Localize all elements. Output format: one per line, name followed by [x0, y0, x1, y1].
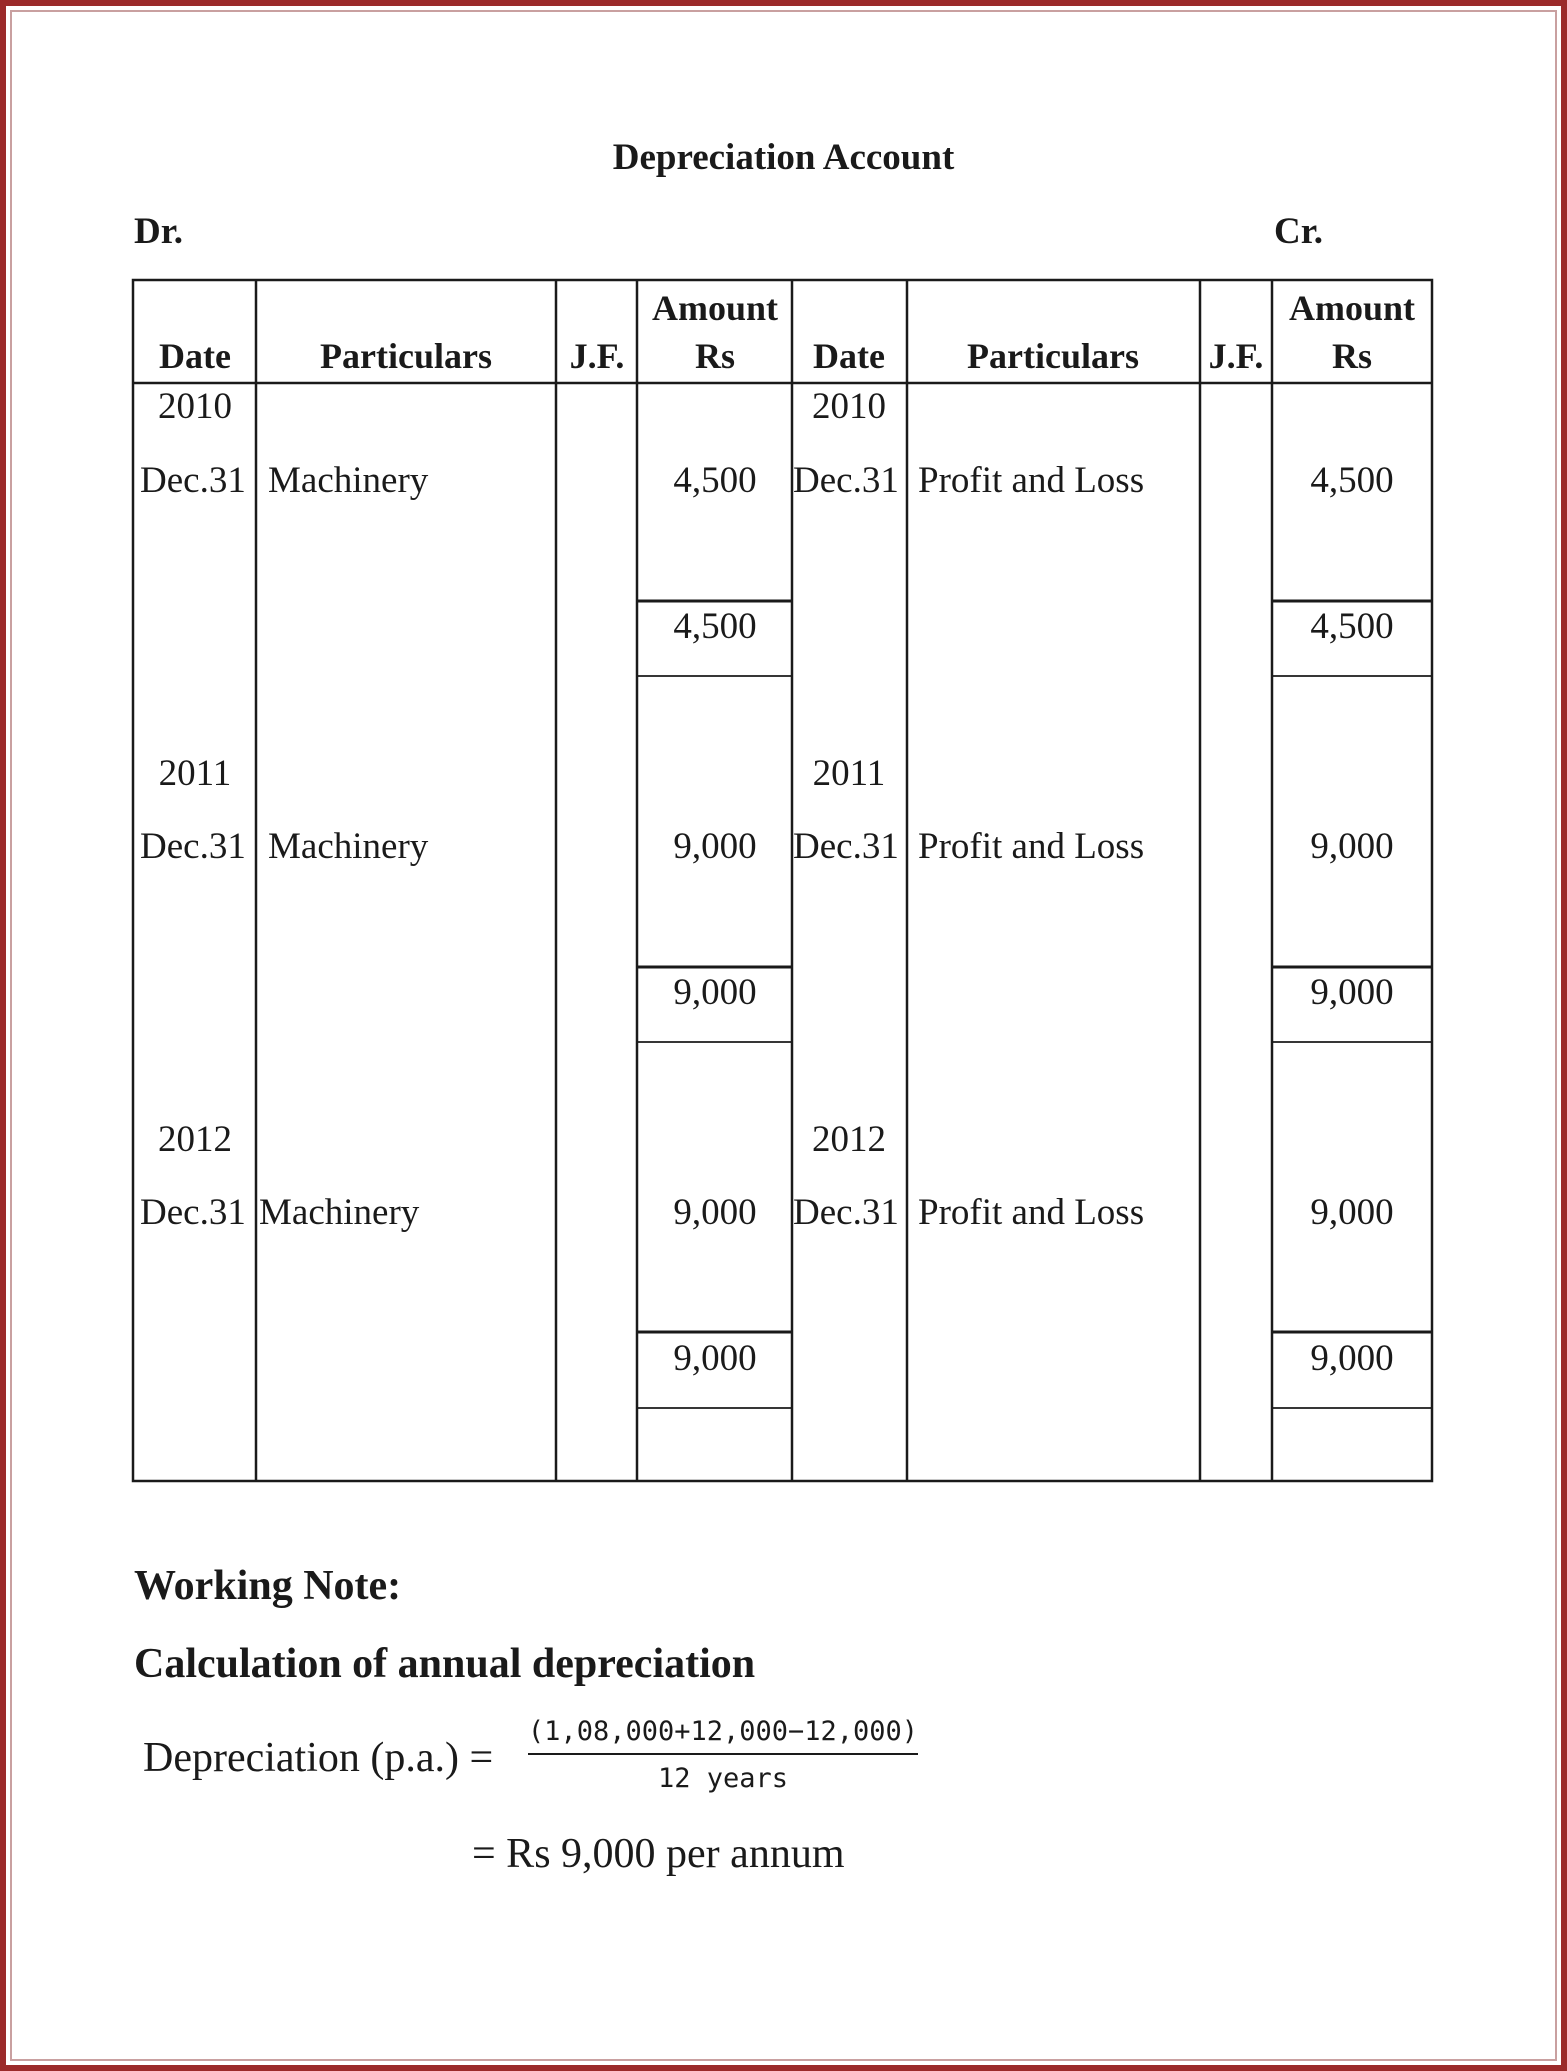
credit-entries: [793, 386, 1394, 1379]
working-note-subheading: Calculation of annual depreciation: [134, 1641, 756, 1687]
debit-entries: [140, 386, 757, 1379]
header-date-cr: Date: [813, 336, 885, 376]
credit-side-label: Cr.: [1274, 211, 1323, 252]
debit-date: Dec.31: [140, 1192, 246, 1233]
debit-year: 2010: [158, 386, 232, 427]
credit-particulars: Profit and Loss: [918, 460, 1145, 501]
ledger-headers: [159, 288, 1415, 376]
credit-particulars: Profit and Loss: [918, 1192, 1145, 1233]
debit-amount: 9,000: [673, 826, 757, 867]
formula-label: Depreciation (p.a.) =: [143, 1735, 494, 1781]
debit-particulars: Machinery: [259, 1192, 420, 1233]
debit-date: Dec.31: [140, 826, 246, 867]
debit-date: Dec.31: [140, 460, 246, 501]
debit-particulars: Machinery: [268, 460, 429, 501]
header-rs-dr: Rs: [694, 336, 736, 376]
credit-particulars: Profit and Loss: [918, 826, 1145, 867]
debit-total: 4,500: [673, 606, 757, 647]
debit-year: 2011: [158, 753, 232, 794]
credit-year: 2011: [812, 753, 886, 794]
debit-total: 9,000: [673, 972, 757, 1013]
debit-amount: 4,500: [673, 460, 757, 501]
credit-total: 9,000: [1310, 972, 1394, 1013]
depreciation-fraction: [524, 1716, 922, 1794]
header-particulars-cr: Particulars: [967, 336, 1139, 376]
header-jf-dr: J.F.: [569, 336, 625, 376]
working-note-heading: Working Note:: [134, 1563, 402, 1609]
fraction-denominator: 12 years: [657, 1763, 789, 1794]
credit-amount: 4,500: [1310, 460, 1394, 501]
header-amount-cr: Amount: [1288, 288, 1416, 328]
credit-year: 2010: [812, 386, 886, 427]
credit-date: Dec.31: [793, 460, 899, 501]
debit-total: 9,000: [673, 1338, 757, 1379]
header-amount-dr: Amount: [651, 288, 779, 328]
debit-amount: 9,000: [673, 1192, 757, 1233]
debit-side-label: Dr.: [134, 211, 183, 252]
credit-amount: 9,000: [1310, 826, 1394, 867]
credit-date: Dec.31: [793, 826, 899, 867]
fraction-numerator: (1,08,000+12,000−12,000): [527, 1716, 919, 1747]
credit-amount: 9,000: [1310, 1192, 1394, 1233]
header-particulars-dr: Particulars: [320, 336, 492, 376]
header-jf-cr: J.F.: [1208, 336, 1264, 376]
credit-total: 4,500: [1310, 606, 1394, 647]
debit-year: 2012: [158, 1119, 232, 1160]
depreciation-result: = Rs 9,000 per annum: [472, 1831, 845, 1877]
debit-particulars: Machinery: [268, 826, 429, 867]
credit-year: 2012: [812, 1119, 886, 1160]
header-date-dr: Date: [159, 336, 231, 376]
account-title: Depreciation Account: [612, 137, 955, 178]
header-rs-cr: Rs: [1331, 336, 1373, 376]
credit-total: 9,000: [1310, 1338, 1394, 1379]
credit-date: Dec.31: [793, 1192, 899, 1233]
